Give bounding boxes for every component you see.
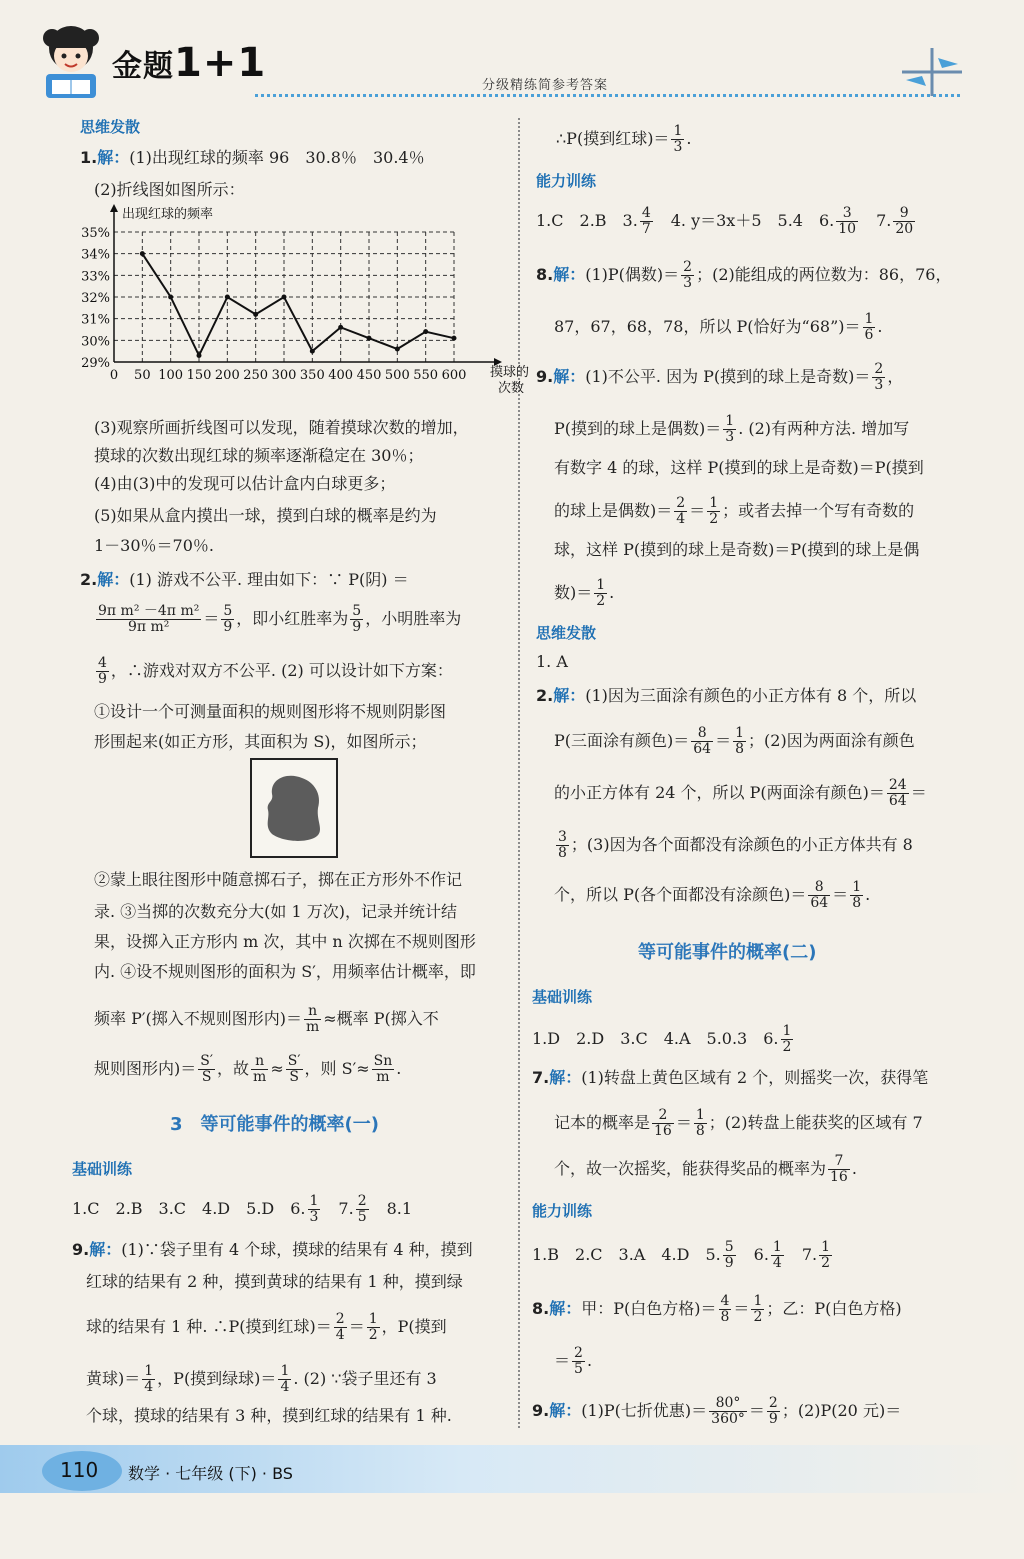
- fraction: $\frac{1}{3}$: [673, 123, 683, 155]
- fraction: $\frac{4}{8}$: [720, 1293, 730, 1325]
- fraction: $\frac{2}{4}$: [676, 495, 686, 527]
- fraction: $\frac{\text{9π m² －4π m²}}{\text{9π m²}}$: [98, 603, 200, 635]
- fraction: $\frac{n}{m}$: [305, 1003, 320, 1035]
- answer-q9-line1: 9.解：(1)∵袋子里有 4 个球，摸球的结果有 4 种，摸到: [72, 1240, 473, 1259]
- fraction: $\frac{1}{8}$: [852, 879, 862, 911]
- fraction: $\frac{24}{64}$: [888, 777, 907, 809]
- answer-q2-line3: $\frac{4}{9}$ ，∴游戏对双方不公平. (2) 可以设计如下方案：: [98, 655, 453, 687]
- right-line0: ∴P(摸到红球)＝ $\frac{1}{3}$ .: [556, 123, 692, 155]
- answer-q1-line3: (3)观察所画折线图可以发现，随着摸球次数的增加，: [94, 418, 469, 437]
- right-t2-line1: 2.解：(1)因为三面涂有颜色的小正方体有 8 个，所以: [536, 686, 917, 705]
- right-q8b-line2: ＝ $\frac{2}{5}$ .: [554, 1345, 593, 1377]
- right-q9-line4: 的球上是偶数)＝ $\frac{2}{4}$ ＝ $\frac{1}{2}$ ；或者去掉一个写有奇数的: [554, 495, 915, 527]
- x-tick-label: 350: [299, 368, 325, 383]
- section-label-ability-1: 能力训练: [536, 172, 597, 190]
- section-label-basic-training: 基础训练: [72, 1160, 133, 1178]
- data-point: [338, 325, 343, 330]
- fraction: $\frac{1}{4}$: [772, 1239, 782, 1271]
- fraction: $\frac{8}{64}$: [810, 879, 829, 911]
- answer-q2-line8: 果，设掷入正方形内 m 次，其中 n 次掷在不规则图形: [94, 932, 476, 951]
- fraction: $\frac{S'}{S}$: [200, 1053, 214, 1085]
- y-tick-label: 35%: [81, 226, 110, 241]
- x-tick-label: 250: [243, 368, 269, 383]
- y-tick-label: 32%: [81, 291, 110, 306]
- y-axis-arrow: [110, 204, 118, 212]
- fraction: $\frac{1}{2}$: [596, 577, 606, 609]
- answer-q9-line4: 黄球)＝ $\frac{1}{4}$ ，P(摸到绿球)＝ $\frac{1}{4}$ . (2) ∵袋子里还有 3: [86, 1363, 437, 1395]
- fraction: $\frac{1}{4}$: [280, 1363, 290, 1395]
- data-point: [367, 336, 372, 341]
- fraction: $\frac{1}{2}$: [821, 1239, 831, 1271]
- frequency-line-chart: [70, 200, 530, 400]
- answer-q2-line2: $\frac{\text{9π m² －4π m²}}{\text{9π m²}}$ ＝ $\frac{5}{9}$ ，即小红胜率为 $\frac{5}{9}$ ，小明胜率为: [98, 603, 462, 635]
- answer-q2-line6: ②蒙上眼往图形中随意掷石子，掷在正方形外不作记: [94, 870, 463, 889]
- answer-q2-line9: 内. ④设不规则图形的面积为 S′，用频率估计概率，即: [94, 962, 476, 981]
- answer-q2-line5: 形围起来(如正方形，其面积为 S)，如图所示；: [94, 732, 427, 751]
- fraction: $\frac{1}{2}$: [782, 1023, 792, 1055]
- fraction: $\frac{80^\circ}{360^\circ}$: [711, 1395, 745, 1427]
- header-subtitle: 分级精练简参考答案: [482, 78, 609, 93]
- answer-q9-line3: 球的结果有 1 种. ∴P(摸到红球)＝ $\frac{2}{4}$ ＝ $\frac{1}{2}$ ，P(摸到: [86, 1311, 447, 1343]
- y-tick-label: 33%: [81, 269, 110, 285]
- cartoon-girl-logo-icon: [38, 18, 104, 102]
- page-header: [0, 0, 1024, 110]
- fraction: $\frac{3}{8}$: [558, 829, 567, 861]
- x-tick-label: 400: [328, 368, 354, 383]
- brand-prefix: 金题: [112, 49, 174, 84]
- section-label-thinking-2: 思维发散: [536, 624, 597, 642]
- fraction: $\frac{2}{3}$: [683, 259, 693, 291]
- data-point: [168, 295, 173, 300]
- data-point: [282, 295, 287, 300]
- right-q9-line1: 9.解：(1)不公平. 因为 P(摸到的球上是奇数)＝ $\frac{2}{3}$ ，: [536, 361, 904, 393]
- irregular-blob-icon: [252, 760, 336, 856]
- right-q9-line6: 数)＝ $\frac{1}{2}$ .: [554, 577, 615, 609]
- fraction: $\frac{1}{2}$: [753, 1293, 763, 1325]
- answer-q2-line7: 录. ③当掷的次数充分大(如 1 万次)，记录并统计结: [94, 902, 458, 921]
- answer-q1-line1: 1.解：(1)出现红球的频率 96 30.8％ 30.4％: [80, 148, 425, 167]
- fraction: $\frac{3}{10}$: [838, 205, 857, 237]
- section-title-equal-probability-2: 等可能事件的概率(二): [638, 942, 817, 963]
- right-q9-line2: P(摸到的球上是偶数)＝ $\frac{1}{3}$ . (2)有两种方法. 增加写: [554, 413, 910, 445]
- data-point: [423, 329, 428, 334]
- x-tick-label: 50: [134, 368, 151, 383]
- y-axis-label: 出现红球的频率: [122, 207, 214, 222]
- answer-basic-choices: 1.C 2.B 3.C 4.D 5.D 6. $\frac{1}{3}$ 7. $\frac{2}{5}$ 8.1: [72, 1193, 413, 1225]
- x-tick-label: 450: [356, 368, 382, 383]
- fraction: $\frac{2}{3}$: [874, 361, 884, 393]
- y-tick-label: 34%: [81, 247, 110, 263]
- fraction: $\frac{4}{9}$: [98, 655, 107, 687]
- section-label-thinking: 思维发散: [80, 118, 141, 136]
- right-t2-line3: 的小正方体有 24 个，所以 P(两面涂有颜色)＝ $\frac{24}{64}$ ＝: [554, 777, 927, 809]
- right-basic-choices: 1.D 2.D 3.C 4.A 5.0.3 6. $\frac{1}{2}$: [532, 1023, 792, 1055]
- fraction: $\frac{5}{9}$: [352, 603, 362, 635]
- fraction: $\frac{2}{5}$: [357, 1193, 367, 1225]
- fraction: $\frac{Sn}{m}$: [373, 1053, 393, 1085]
- right-t2-line4: $\frac{3}{8}$ ；(3)因为各个面都没有涂颜色的小正方体共有 8: [558, 829, 913, 861]
- data-point: [225, 295, 230, 300]
- fraction: $\frac{1}{2}$: [368, 1311, 378, 1343]
- y-tick-label: 30%: [81, 334, 110, 350]
- footer-subject: 数学 · 七年级 (下) · BS: [128, 1464, 293, 1483]
- fraction: $\frac{2}{5}$: [574, 1345, 583, 1377]
- x-tick-label: 550: [413, 368, 439, 383]
- section-label-basic-training-2: 基础训练: [532, 988, 593, 1006]
- x-tick-label: 0: [109, 368, 119, 383]
- answer-q2-line11: 规则图形内)＝ $\frac{S'}{S}$ ，故 $\frac{n}{m}$ ≈ $\frac{S'}{S}$ ，则 S′≈ $\frac{Sn}{m}$ .: [94, 1053, 402, 1085]
- irregular-shape-figure: [250, 758, 338, 858]
- fraction: $\frac{9}{20}$: [895, 205, 914, 237]
- x-axis-label: 次数: [498, 381, 525, 396]
- fraction: $\frac{S'}{S}$: [287, 1053, 301, 1085]
- right-q8-line2: 87，67，68，78，所以 P(恰好为“68”)＝ $\frac{1}{6}$ .: [554, 311, 883, 343]
- fraction: $\frac{2}{4}$: [335, 1311, 345, 1343]
- answer-q1-line4: 摸球的次数出现红球的频率逐渐稳定在 30％；: [94, 446, 424, 465]
- x-tick-label: 600: [441, 368, 467, 383]
- data-point: [197, 353, 202, 358]
- answer-q2-line1: 2.解：(1) 游戏不公平. 理由如下：∵ P(阴) ＝: [80, 570, 409, 589]
- data-point: [140, 251, 145, 256]
- y-tick-label: 31%: [81, 312, 110, 328]
- answer-q9-line5: 个球，摸球的结果有 3 种，摸到红球的结果有 1 种.: [86, 1406, 452, 1425]
- fraction: $\frac{1}{3}$: [725, 413, 735, 445]
- right-t2-line2: P(三面涂有颜色)＝ $\frac{8}{64}$ ＝ $\frac{1}{8}$ ；(2)因为两面涂有颜色: [554, 725, 915, 757]
- fraction: $\frac{7}{16}$: [830, 1153, 848, 1185]
- fraction: $\frac{8}{64}$: [693, 725, 712, 757]
- data-point: [452, 336, 457, 341]
- right-q9-line5: 球，这样 P(摸到的球上是奇数)＝P(摸到的球上是偶: [554, 540, 920, 559]
- x-tick-label: 300: [271, 368, 297, 383]
- right-q7-line2: 记本的概率是 $\frac{2}{16}$ ＝ $\frac{1}{8}$ ；(2)转盘上能获奖的区域有 7: [554, 1107, 923, 1139]
- right-t2-line5: 个，所以 P(各个面都没有涂颜色)＝ $\frac{8}{64}$ ＝ $\frac{1}{8}$ .: [554, 879, 871, 911]
- x-tick-label: 100: [158, 368, 184, 383]
- right-q8b-line1: 8.解：甲：P(白色方格)＝ $\frac{4}{8}$ ＝ $\frac{1}{2}$ ；乙：P(白色方格): [532, 1293, 902, 1325]
- corner-arrows-icon: [898, 46, 966, 98]
- right-t1: 1. A: [536, 652, 568, 671]
- right-q9-line3: 有数字 4 的球，这样 P(摸到的球上是奇数)＝P(摸到: [554, 458, 924, 477]
- fraction: $\frac{4}{7}$: [641, 205, 651, 237]
- answer-q2-line4: ①设计一个可测量面积的规则图形将不规则阴影图: [94, 702, 447, 721]
- fraction: $\frac{1}{3}$: [309, 1193, 319, 1225]
- answer-q1-line5: (4)由(3)中的发现可以估计盒内白球更多；: [94, 474, 396, 493]
- right-q8-line1: 8.解：(1)P(偶数)＝ $\frac{2}{3}$ ；(2)能组成的两位数为：86，76，: [536, 259, 952, 291]
- answer-q1-line7: 1－30％＝70％.: [94, 536, 214, 555]
- fraction: $\frac{1}{6}$: [864, 311, 874, 343]
- data-point: [253, 312, 258, 317]
- answer-q2-line10: 频率 P′(掷入不规则图形内)＝ $\frac{n}{m}$ ≈概率 P(掷入不: [94, 1003, 439, 1035]
- page-number: 110: [60, 1458, 99, 1482]
- x-axis-label: 摸球的: [490, 365, 530, 380]
- fraction: $\frac{2}{16}$: [654, 1107, 672, 1139]
- right-q9b-line1: 9.解：(1)P(七折优惠)＝ $\frac{80^\circ}{360^\circ}$ ＝ $\frac{2}{9}$ ；(2)P(20 元)＝: [532, 1395, 902, 1427]
- x-tick-label: 500: [384, 368, 410, 383]
- brand-logo: [112, 40, 266, 86]
- right-q7-line3: 个，故一次摇奖，能获得奖品的概率为 $\frac{7}{16}$ .: [554, 1153, 857, 1185]
- data-point: [395, 347, 400, 352]
- answer-q9-line2: 红球的结果有 2 种，摸到黄球的结果有 1 种，摸到绿: [86, 1272, 463, 1291]
- brand-mark: 1+1: [174, 40, 267, 86]
- fraction: $\frac{1}{8}$: [695, 1107, 705, 1139]
- fraction: $\frac{5}{9}$: [223, 603, 233, 635]
- fraction: $\frac{1}{8}$: [735, 725, 745, 757]
- fraction: $\frac{n}{m}$: [253, 1053, 267, 1085]
- header-dotted-divider: [255, 94, 960, 97]
- data-point: [310, 349, 315, 354]
- fraction: $\frac{2}{9}$: [768, 1395, 778, 1427]
- fraction: $\frac{1}{2}$: [709, 495, 719, 527]
- x-tick-label: 150: [186, 368, 212, 383]
- section-label-ability-2: 能力训练: [532, 1202, 593, 1220]
- fraction: $\frac{1}{4}$: [144, 1363, 154, 1395]
- answer-q1-line2: (2)折线图如图所示：: [94, 180, 245, 199]
- section-title-equal-probability-1: 3 等可能事件的概率(一): [170, 1114, 379, 1135]
- x-tick-label: 200: [214, 368, 240, 383]
- right-ability-choices-2: 1.B 2.C 3.A 4.D 5. $\frac{5}{9}$ 6. $\frac{1}{4}$ 7. $\frac{1}{2}$: [532, 1239, 831, 1271]
- answer-q1-line6: (5)如果从盒内摸出一球，摸到白球的概率是约为: [94, 506, 437, 525]
- fraction: $\frac{5}{9}$: [724, 1239, 734, 1271]
- y-tick-label: 29%: [81, 356, 110, 371]
- right-ability-choices: 1.C 2.B 3. $\frac{4}{7}$ 4. y＝3x＋5 5.4 6. $\frac{3}{10}$ 7. $\frac{9}{20}$: [536, 205, 914, 237]
- right-q7-line1: 7.解：(1)转盘上黄色区域有 2 个，则摇奖一次，获得笔: [532, 1068, 929, 1087]
